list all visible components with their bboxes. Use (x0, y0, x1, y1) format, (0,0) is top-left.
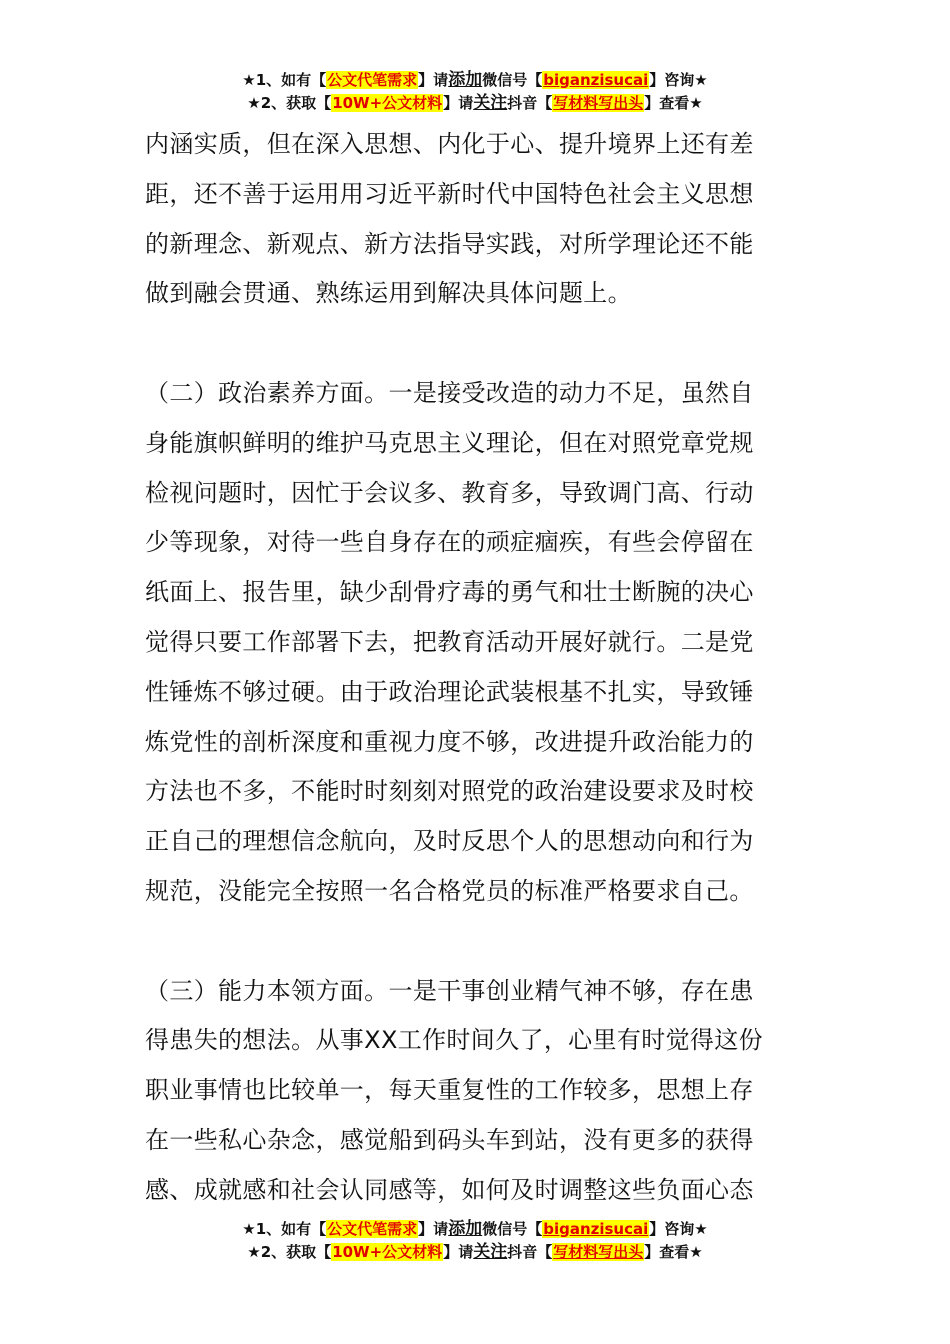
text-line: 检视问题时，因忙于会议多、教育多，导致调门高、行动 (145, 478, 754, 507)
blank-line (145, 917, 825, 967)
text-line: 性锤炼不够过硬。由于政治理论武装根基不扎实，导致锤 (145, 677, 754, 706)
text-line: 纸面上、报告里，缺少刮骨疗毒的勇气和壮士断腕的决心 (145, 578, 754, 607)
text-line: 方法也不多，不能时时刻刻对照党的政治建设要求及时校 (145, 777, 754, 806)
highlight-materials: 10W+公文材料 (332, 94, 443, 112)
text-line: 觉得只要工作部署下去，把教育活动开展好就行。二是党 (145, 627, 754, 656)
text-line: 内涵实质，但在深入思想、内化于心、提升境界上还有差 (145, 130, 754, 158)
text-line: 距，还不善于运用用习近平新时代中国特色社会主义思想 (145, 179, 754, 208)
banner-line-2: ★2、获取【10W+公文材料】请关注抖音【写材料写出头】查看★ (247, 1242, 703, 1262)
text-line: （二）政治素养方面。一是接受改造的动力不足，虽然自 (145, 378, 754, 407)
banner-line-1: ★1、如有【公文代笔需求】请添加微信号【biganzisucai】咨询★ (242, 1219, 708, 1239)
header-banner (0, 69, 950, 115)
banner-line-2: ★2、获取【10W+公文材料】请关注抖音【写材料写出头】查看★ (247, 93, 703, 113)
text-line: 感、成就感和社会认同感等，如何及时调整这些负面心态 (145, 1175, 754, 1204)
text-line: 在一些私心杂念，感觉船到码头车到站，没有更多的获得 (145, 1125, 754, 1154)
highlight-ghostwriting: 公文代笔需求 (327, 71, 418, 89)
text-line: 得患失的想法。从事XX工作时间久了，心里有时觉得这份 (145, 1026, 763, 1055)
document-body (145, 120, 825, 1216)
blank-line (145, 319, 825, 369)
text-line: 少等现象，对待一些自身存在的顽症痼疾，有些会停留在 (145, 528, 754, 557)
text-line: 的新理念、新观点、新方法指导实践，对所学理论还不能 (145, 229, 754, 258)
wechat-id: biganzisucai (543, 71, 649, 89)
text-line: 炼党性的剖析深度和重视力度不够，改进提升政治能力的 (145, 727, 754, 756)
text-line: 做到融会贯通、熟练运用到解决具体问题上。 (145, 279, 632, 308)
douyin-account: 写材料写出头 (553, 94, 644, 112)
footer-banner (0, 1218, 950, 1264)
text-line: 职业事情也比较单一，每天重复性的工作较多，思想上存 (145, 1076, 754, 1105)
banner-line-1: ★1、如有【公文代笔需求】请添加微信号【biganzisucai】咨询★ (242, 70, 708, 90)
text-line: 规范，没能完全按照一名合格党员的标准严格要求自己。 (145, 876, 754, 905)
text-line: 正自己的理想信念航向，及时反思个人的思想动向和行为 (145, 827, 754, 856)
text-line: （三）能力本领方面。一是干事创业精气神不够，存在患 (145, 976, 754, 1005)
text-line: 身能旗帜鲜明的维护马克思主义理论，但在对照党章党规 (145, 428, 754, 457)
